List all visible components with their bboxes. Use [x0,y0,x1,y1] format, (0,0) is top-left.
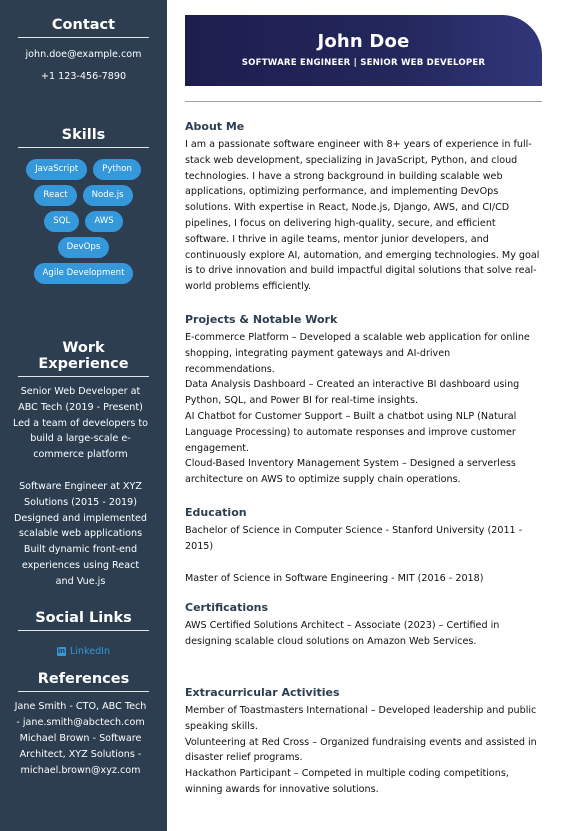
contact-email[interactable]: john.doe@example.com [25,49,142,60]
social-heading: Social Links [18,610,149,631]
header-banner [185,15,542,86]
extracurricular-item: Member of Toastmasters International – Developed leadership and public speaking skills. [185,705,537,732]
social-links-section [18,610,149,657]
education-section [185,506,542,586]
skill-pill: Agile Development [34,263,134,284]
about-heading: About Me [185,120,245,133]
skill-pill: SQL [44,211,79,232]
header-divider [185,101,542,102]
job-description: Built dynamic front-end experiences using React and Vue.js [21,544,140,587]
person-role: SOFTWARE ENGINEER | SENIOR WEB DEVELOPER [241,58,486,68]
job-title: Software Engineer at XYZ Solutions (2015 - 2019) [19,480,142,508]
education-heading: Education [185,506,247,519]
sidebar [0,0,167,831]
main-content [167,0,561,831]
work-experience-section [12,340,149,606]
projects-section [185,313,542,488]
job-entry [12,384,149,463]
certifications-section [185,601,542,650]
linkedin-icon: in [57,647,66,655]
education-item: Master of Science in Software Engineering - MIT (2016 - 2018) [185,572,484,584]
reference-entry: Jane Smith - CTO, ABC Tech - jane.smith@abctech.com [14,701,147,728]
skill-pill: JavaScript [26,159,87,180]
skill-pill: React [34,185,76,206]
about-section [185,120,542,295]
project-item: Cloud-Based Inventory Management System – Designed a serverless architecture on AWS to optimize supply chain operations. [185,458,516,486]
skill-pill: Node.js [83,185,133,206]
education-item: Bachelor of Science in Computer Science - Stanford University (2011 - 2015) [185,525,523,552]
about-text: I am a passionate software engineer with 8+ years of experience in full-stack web development, specializing in JavaScript, Python, and cloud technologies. I have a strong background in building scalable web applications, optimizing performance, and implementing DevOps solutions. With expertise in React, Node.js, Django, AWS, and CI/CD pipelines, I focus on delivering high-quality, secure, and efficient software. I thrive in agile teams, mentor junior developers, and continuously explore AI, automation, and emerging technologies. My goal is to drive innovation and build impactful digital solutions that solve real-world problems efficiently. [185,139,540,293]
work-heading: Work Experience [18,340,149,377]
project-item: Data Analysis Dashboard – Created an interactive BI dashboard using Python, SQL, and Power BI for real-time insights. [185,379,520,407]
skill-pill: Python [93,159,141,180]
skill-pill: AWS [85,211,122,232]
job-title: Senior Web Developer at ABC Tech (2019 - Present) [18,386,143,413]
job-entry [12,479,149,590]
job-description: Designed and implemented scalable web applications [13,512,147,540]
references-section [12,671,149,779]
certifications-heading: Certifications [185,601,269,614]
skills-list [18,159,149,284]
extracurricular-item: Volunteering at Red Cross – Organized fundraising events and assisted in disaster relief programs. [185,736,537,764]
person-name: John Doe [317,31,410,52]
project-item: AI Chatbot for Customer Support – Built a chatbot using NLP (Natural Language Processing) to automate responses and improve customer engagement. [185,410,517,454]
skills-heading: Skills [18,127,149,148]
extracurricular-heading: Extracurricular Activities [185,686,340,699]
contact-phone[interactable]: +1 123-456-7890 [40,71,127,82]
reference-entry: Michael Brown - Software Architect, XYZ Solutions - michael.brown@xyz.com [19,733,142,776]
linkedin-label: LinkedIn [69,646,111,657]
skills-section [18,127,149,284]
project-item: E-commerce Platform – Developed a scalable web application for online shopping, integrating payment gateways and AI-driven recommendations. [185,332,530,375]
extracurricular-section [185,686,542,798]
contact-heading: Contact [18,17,149,38]
projects-heading: Projects & Notable Work [185,313,338,326]
contact-section [18,17,149,88]
skill-pill: DevOps [58,237,110,258]
references-heading: References [18,671,149,692]
job-description: Led a team of developers to build a large-scale e-commerce platform [12,417,149,461]
linkedin-link[interactable] [57,646,110,657]
extracurricular-item: Hackathon Participant – Competed in multiple coding competitions, winning awards for innovative solutions. [185,768,509,795]
certification-item: AWS Certified Solutions Architect – Associate (2023) – Certified in designing scalable cloud solutions on Amazon Web Services. [185,620,500,647]
